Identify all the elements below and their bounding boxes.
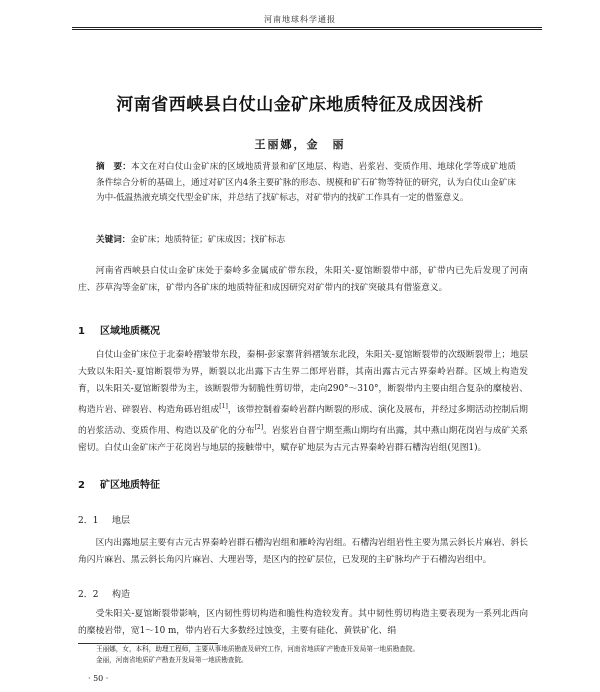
- subsection-2-1-paragraph: 区内出露地层主要有古元古界秦岭岩群石槽沟岩组和雁岭沟岩组。石槽沟岩组岩性主要为黑云斜长片麻岩、斜长角闪片麻岩、黑云斜长角闪片麻岩、大理岩等，是区内的控矿层位，已发现的主矿脉均产于石槽沟岩组中。: [78, 538, 528, 565]
- section-1-text-a: 白仗山金矿床位于北秦岭褶皱带东段，秦桐-彭家寨背斜褶皱东北段，朱阳关-夏馆断裂带的次级断裂带上；地层大致以朱阳关-夏馆断裂带为界，断裂以北出露下古生界二郎坪岩群，其南出露古元古界秦岭岩群。区域上构造发育，以朱阳关-夏馆断裂带为主，该断裂带为韧脆性剪切带，走向290°～310°，断裂带内主要由组合复杂的糜棱岩、构造片岩、碎裂岩、构造角砾岩组成: [78, 350, 529, 415]
- subsection-2-2-number: 2．2: [78, 590, 99, 600]
- footnote-author-2: 金丽，河南省地质矿产勘查开发局第一地质勘查院。: [96, 656, 248, 664]
- keywords-label: 关键词：: [96, 235, 131, 245]
- running-header: 河南地球科学通报: [264, 15, 336, 24]
- subsection-2-1-number: 2．1: [78, 516, 99, 526]
- citation-1: [1]: [219, 403, 228, 410]
- intro-paragraph: 河南省西峡县白仗山金矿床处于秦岭多金属成矿带东段，朱阳关-夏馆断裂带中部，矿带内已先后发现了河南庄、莎草沟等金矿床，矿带内各矿床的地质特征和成因研究对矿带内的找矿突破具有借鉴意义。: [78, 266, 528, 293]
- section-2-heading: [78, 476, 160, 491]
- section-2-number: 2: [78, 480, 85, 491]
- abstract: [96, 160, 516, 207]
- subsection-2-1-title: 地层: [112, 516, 131, 526]
- footnote-rule: [78, 643, 218, 644]
- article-title: 河南省西峡县白仗山金矿床地质特征及成因浅析: [116, 95, 484, 115]
- authors: 王丽娜，金 丽: [254, 138, 346, 151]
- footnote-author-1: 王丽娜，女，本科，助理工程师，主要从事地质勘查及研究工作，河南省地质矿产勘查开发局第一地质勘查院。: [96, 645, 420, 653]
- section-1-number: 1: [78, 326, 85, 337]
- keywords-text: 金矿床；地质特征；矿床成因；找矿标志: [130, 235, 286, 245]
- subsection-2-1-heading: [78, 513, 130, 526]
- section-1-text-b: ，该带控制着秦岭岩群内断裂的形成、演化及展布，并经过多期活动控制后期的岩浆活动、变质作用、构造以及矿化的分布: [78, 404, 528, 436]
- abstract-text: 本文在对白仗山金矿床的区域地质背景和矿区地层、构造、岩浆岩、变质作用、地球化学等成矿地质条件综合分析的基础上，通过对矿区内4条主要矿脉的形态、规模和矿石矿物等特征的研究，认为白仗山金矿床为中-低温热液充填交代型金矿床，并总结了找矿标志，对矿带内的找矿工作具有一定的借鉴意义。: [96, 162, 516, 203]
- page-number: · 50 ·: [88, 674, 109, 683]
- abstract-label: 摘 要：: [96, 162, 132, 172]
- keywords: [96, 233, 516, 245]
- subsection-2-2-title: 构造: [112, 590, 131, 600]
- header-rule-bottom: [72, 29, 542, 30]
- section-1-title: 区域地质概况: [100, 326, 160, 337]
- citation-2: [2]: [254, 423, 264, 431]
- section-1-text-c: 。岩浆岩自晋宁期至燕山期均有出露，其中燕山期花岗岩与成矿关系密切。白仗山金矿床产于花岗岩与地层的接触带中，赋存矿地层为古元古界秦岭岩群石槽沟岩组(见图1)。: [78, 425, 528, 453]
- section-2-title: 矿区地质特征: [100, 480, 160, 491]
- header-rule-top: [72, 27, 542, 28]
- section-1-heading: [78, 322, 160, 337]
- subsection-2-2-paragraph: 受朱阳关-夏馆断裂带影响，区内韧性剪切构造和脆性构造较发育。其中韧性剪切构造主要表现为一系列北西向的糜棱岩带，宽1～10 m，带内岩石大多数经过蚀变，主要有硅化、黄铁矿化、绢: [78, 609, 528, 636]
- section-1-paragraph: [78, 347, 528, 457]
- subsection-2-2-heading: [78, 587, 130, 600]
